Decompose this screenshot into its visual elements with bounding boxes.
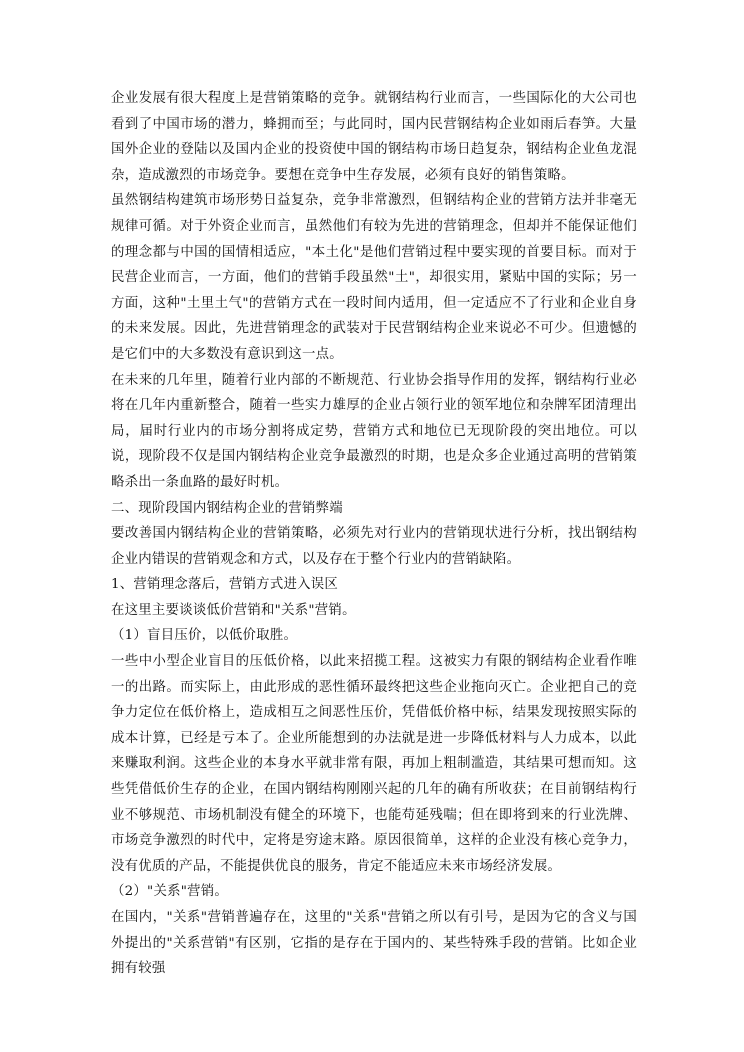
- section-heading: 二、现阶段国内钢结构企业的营销弊端: [111, 500, 343, 516]
- paragraph-low-price: 一些中小型企业盲目的压低价格，以此来招揽工程。这被实力有限的钢结构企业看作唯一的出路。而实际上，由此形成的恶性循环最终把这些企业拖向灭亡。企业把自己的竞争力定位在低价格上，造成相互之间恶性压价，凭借低价格中标，结果发现按照实际的成本计算，已经是亏本了。企业所能想到的办法就是进一步降低材料与人力成本，以此来赚取利润。这些企业的本身水平就非常有限，再加上粗制滥造，其结果可想而知。这些凭借低价生存的企业，在国内钢结构刚刚兴起的几年的确有所收获；在目前钢结构行业不够规范、市场机制没有健全的环境下，也能苟延残喘；但在即将到来的行业洗牌、市场竞争激烈的时代中，定将是穷途末路。原因很简单，这样的企业没有核心竞争力，没有优质的产品，不能提供优良的服务，肯定不能适应未来市场经济发展。: [111, 654, 637, 874]
- paragraph-market-complexity: 虽然钢结构建筑市场形势日益复杂，竞争非常激烈，但钢结构企业的营销方法并非毫无规律可循。对于外资企业而言，虽然他们有较为先进的营销理念，但却并不能保证他们的理念都与中国的国情相适应，"本土化"是他们营销过程中要实现的首要目标。而对于民营企业而言，一方面，他们的营销手段虽然"土"，却很实用，紧贴中国的实际；另一方面，这种"土里土气"的营销方式在一段时间内适用，但一定适应不了行业和企业自身的未来发展。因此，先进营销理念的武装对于民营钢结构企业来说必不可少。但遗憾的是它们中的大多数没有意识到这一点。: [111, 193, 637, 362]
- item-heading-relationship: （2）"关系"营销。: [111, 884, 229, 900]
- paragraph-topic-intro: 在这里主要谈谈低价营销和"关系"营销。: [111, 602, 356, 618]
- paragraph-intro: 企业发展有很大程度上是营销策略的竞争。就钢结构行业而言，一些国际化的大公司也看到了中国市场的潜力，蜂拥而至；与此同时，国内民营钢结构企业如雨后春笋。大量国外企业的登陆以及国内企业的投资使中国的钢结构市场日趋复杂，钢结构企业鱼龙混杂，造成激烈的市场竞争。要想在竞争中生存发展，必须有良好的销售策略。: [111, 91, 637, 183]
- paragraph-relationship: 在国内，"关系"营销普遍存在，这里的"关系"营销之所以有引号，是因为它的含义与国外提出的"关系营销"有区别，它指的是存在于国内的、某些特殊手段的营销。比如企业拥有较强: [111, 910, 637, 977]
- paragraph-section-intro: 要改善国内钢结构企业的营销策略，必须先对行业内的营销现状进行分析，找出钢结构企业内错误的营销观念和方式，以及存在于整个行业内的营销缺陷。: [111, 526, 637, 567]
- subsection-heading: 1、营销理念落后，营销方式进入误区: [111, 577, 339, 593]
- document-body: [111, 86, 637, 982]
- item-heading-low-price: （1）盲目压价，以低价取胜。: [111, 628, 298, 644]
- paragraph-future-outlook: 在未来的几年里，随着行业内部的不断规范、行业协会指导作用的发挥，钢结构行业必将在几年内重新整合，随着一些实力雄厚的企业占领行业的领军地位和杂牌军团清理出局，届时行业内的市场分割将成定势，营销方式和地位已无现阶段的突出地位。可以说，现阶段不仅是国内钢结构企业竞争最激烈的时期，也是众多企业通过高明的营销策略杀出一条血路的最好时机。: [111, 372, 637, 490]
